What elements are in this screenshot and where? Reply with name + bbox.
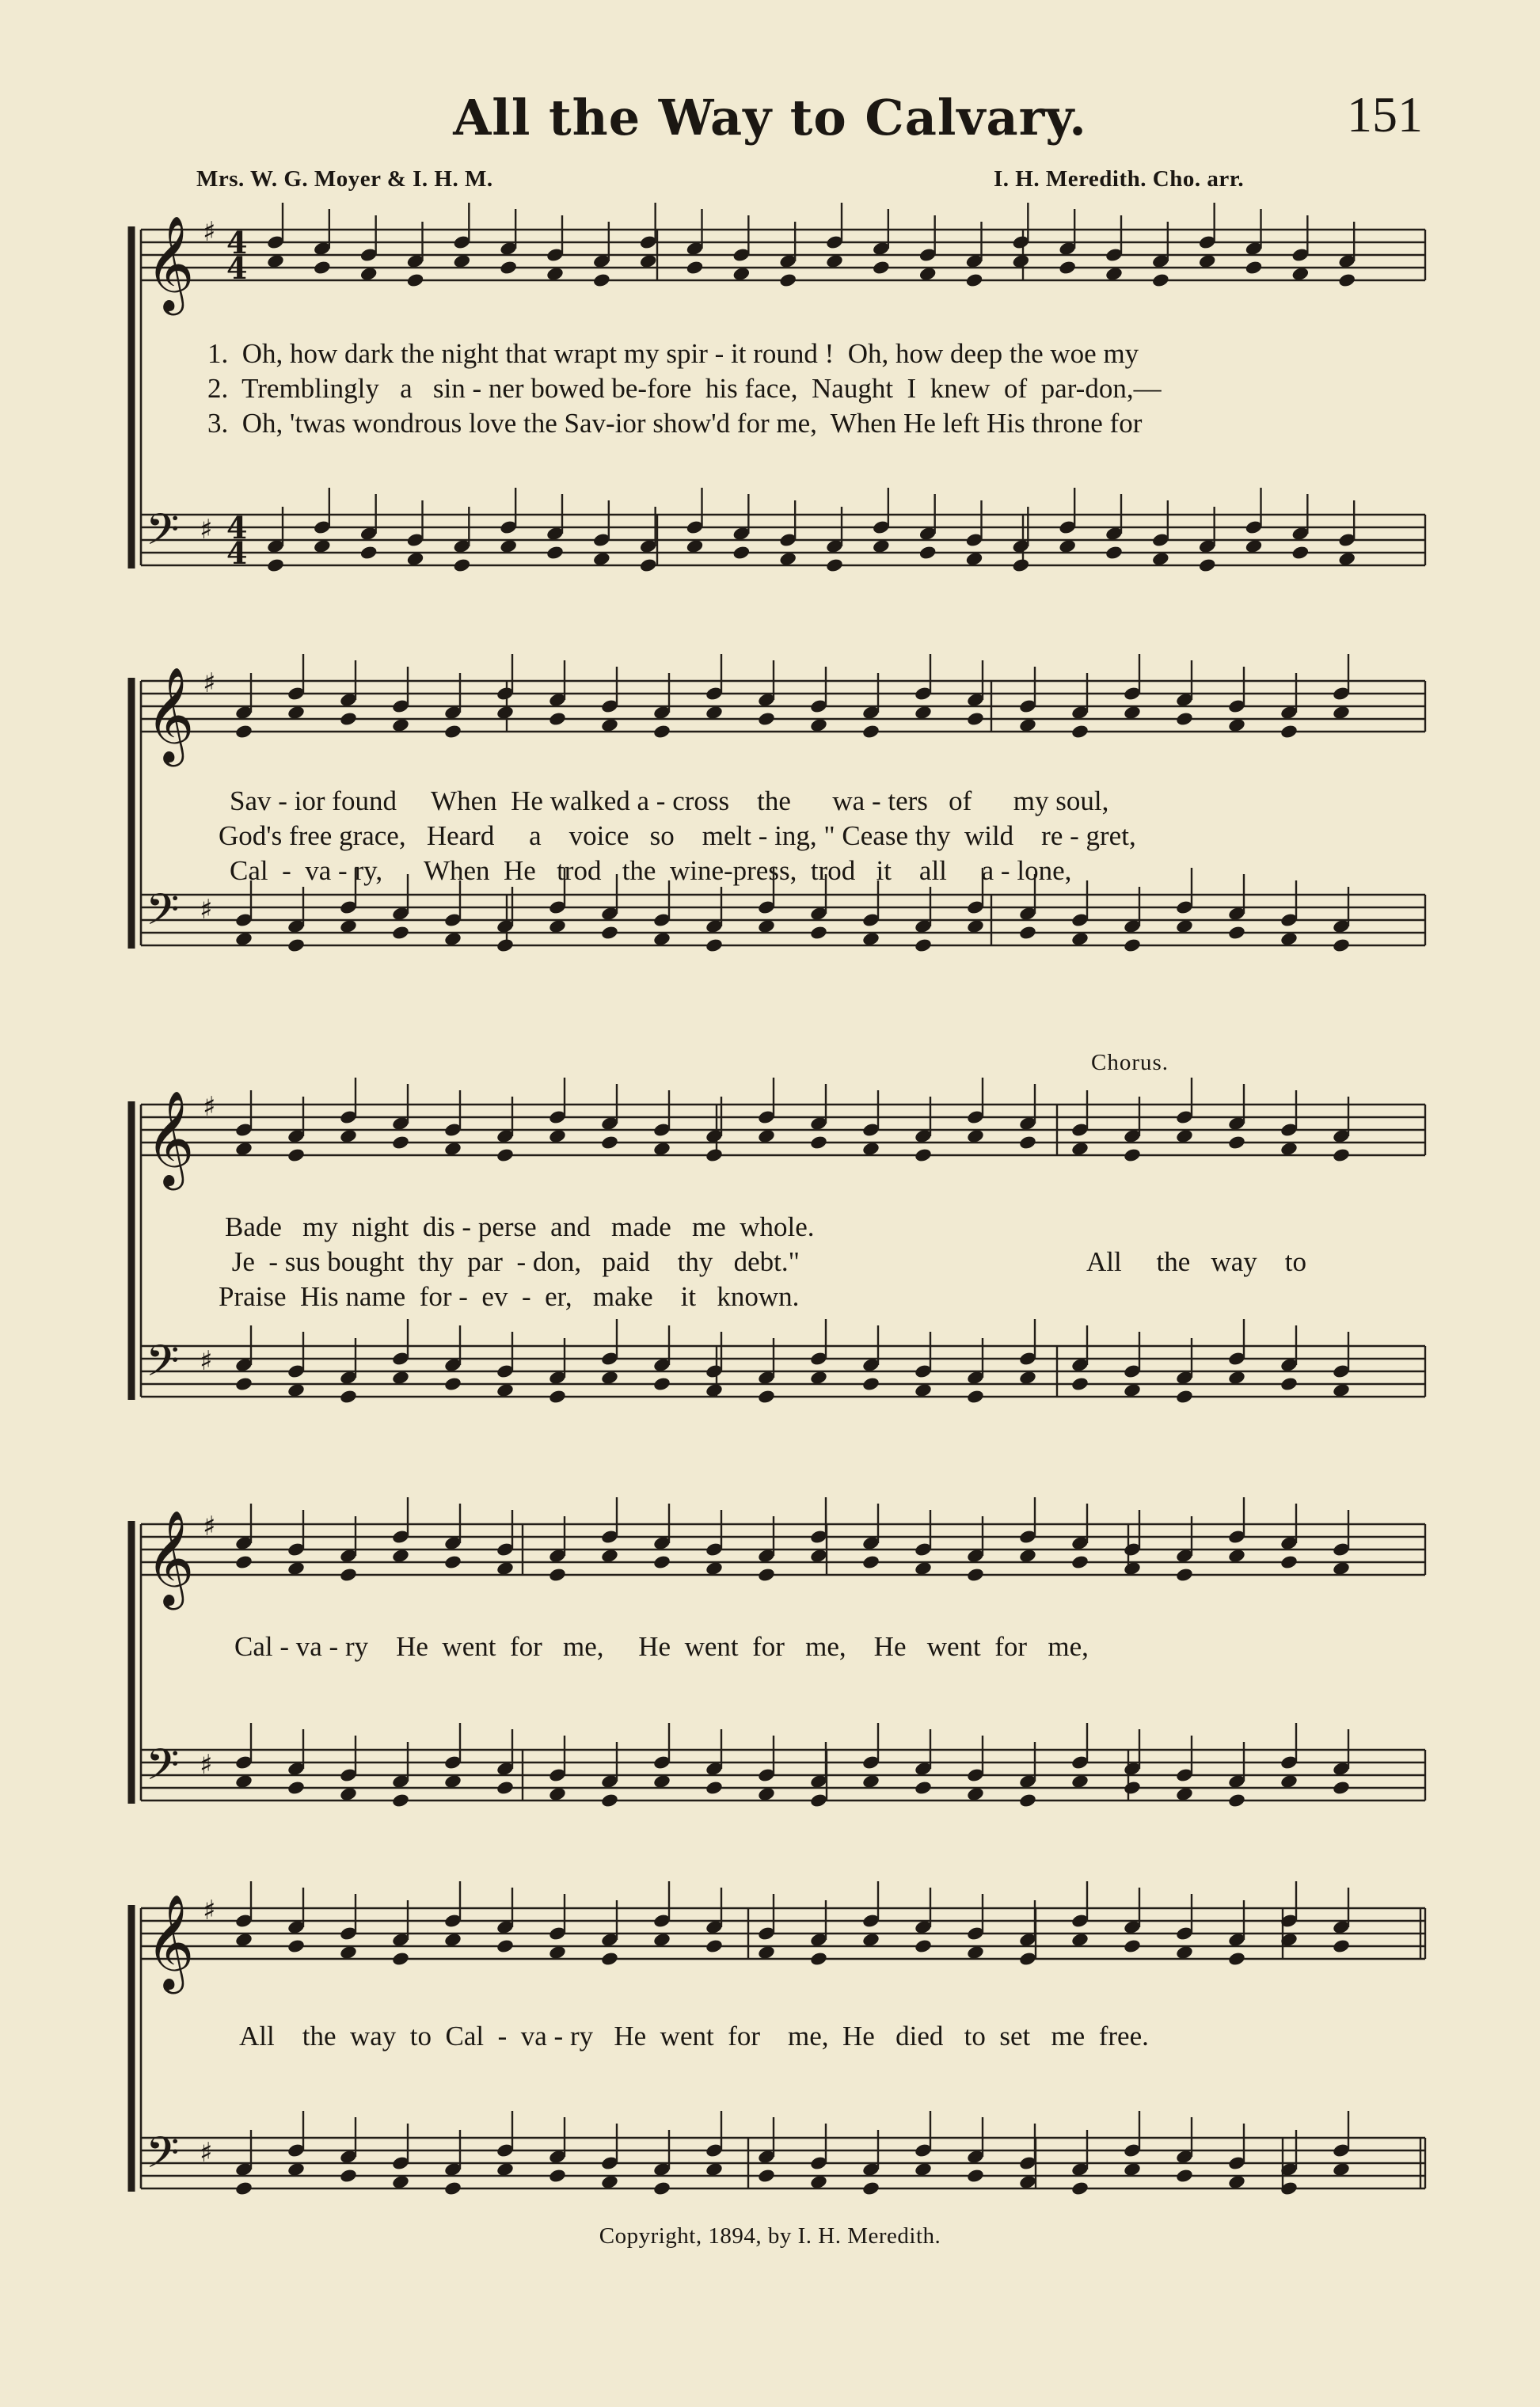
note-head — [548, 1389, 567, 1405]
bass-staff — [141, 2111, 1425, 2196]
lyrics-s3-chorus: All the way to — [1086, 1246, 1307, 1277]
hymn-title: All the Way to Calvary. — [453, 89, 1087, 146]
note-head — [600, 1793, 619, 1808]
sharp-icon: ♯ — [203, 1091, 216, 1123]
sharp-icon: ♯ — [203, 216, 216, 248]
note-head — [592, 272, 611, 288]
music-credit: I. H. Meredith. Cho. arr. — [994, 166, 1245, 192]
note-head — [809, 925, 828, 941]
note-head — [1280, 724, 1299, 740]
note-head — [1332, 1938, 1351, 1954]
note-head — [234, 2181, 253, 2196]
note-head — [234, 1376, 253, 1392]
sharp-icon: ♯ — [200, 514, 213, 546]
lyrics-s1-verse2: 2. Tremblingly a sin - ner bowed be-fore his face, Naught I knew of par-don,— — [207, 373, 1162, 404]
treble-clef-icon: 𝄞 — [146, 1509, 195, 1606]
treble-staff — [141, 1497, 1425, 1610]
bass-clef-icon: 𝄢 — [146, 884, 180, 945]
note-head — [391, 1135, 410, 1150]
words-credit: Mrs. W. G. Moyer & I. H. M. — [196, 166, 493, 192]
note-head — [1227, 1135, 1246, 1150]
note-head — [600, 925, 619, 941]
note-head — [406, 272, 425, 288]
note-head — [1332, 1780, 1351, 1796]
treble-staff — [141, 654, 1425, 766]
note-head — [861, 2181, 880, 2196]
treble-clef-icon: 𝄞 — [146, 1893, 195, 1990]
lyrics-s3-verse3: Praise His name for - ev - er, make it known. — [219, 1281, 800, 1312]
note-head — [1227, 1951, 1246, 1967]
bass-staff — [141, 488, 1425, 573]
bass-clef-icon: 𝄢 — [146, 2128, 180, 2188]
note-head — [1332, 937, 1351, 953]
note-head — [443, 1554, 462, 1570]
bass-clef-icon: 𝄢 — [146, 1740, 180, 1800]
copyright-notice: Copyright, 1894, by I. H. Meredith. — [599, 2223, 941, 2249]
note-head — [234, 1554, 253, 1570]
note-head — [757, 711, 776, 727]
note-head — [686, 260, 705, 276]
note-head — [443, 724, 462, 740]
time-signature: 4 — [226, 225, 248, 260]
note-head — [499, 260, 518, 276]
treble-staff — [141, 1078, 1425, 1190]
lyrics-s1-verse1: 1. Oh, how dark the night that wrapt my spir - it round ! Oh, how deep the woe my — [207, 338, 1139, 369]
lyrics-s2-verse3: Cal - va - ry, When He trod the wine-press, trod it all a - lone, — [230, 855, 1072, 886]
note-head — [872, 260, 891, 276]
note-head — [1280, 1554, 1299, 1570]
note-head — [266, 557, 285, 573]
note-head — [1175, 1389, 1194, 1405]
note-head — [1337, 272, 1356, 288]
note-head — [652, 2181, 671, 2196]
note-head — [548, 1567, 567, 1583]
treble-clef-icon: 𝄞 — [146, 1089, 195, 1186]
note-head — [778, 272, 797, 288]
note-head — [705, 1780, 724, 1796]
note-head — [1198, 557, 1217, 573]
sharp-icon: ♯ — [200, 2137, 213, 2169]
note-head — [1291, 545, 1310, 561]
note-head — [861, 1376, 880, 1392]
note-head — [809, 1951, 828, 1967]
note-head — [652, 1376, 671, 1392]
note-head — [918, 545, 937, 561]
note-head — [391, 1793, 410, 1808]
note-head — [1070, 1376, 1089, 1392]
note-head — [287, 1938, 306, 1954]
lyrics-s3-verse2: Je - sus bought thy par - don, paid thy debt." — [225, 1246, 800, 1277]
note-head — [914, 1780, 933, 1796]
note-head — [1151, 272, 1170, 288]
note-head — [359, 545, 378, 561]
chorus-label: Chorus. — [1091, 1050, 1169, 1075]
note-head — [1280, 1376, 1299, 1392]
note-head — [1123, 1938, 1142, 1954]
bass-staff — [141, 1723, 1425, 1808]
note-head — [809, 1135, 828, 1150]
note-head — [496, 1780, 515, 1796]
treble-staff — [141, 1881, 1425, 1994]
note-head — [600, 1135, 619, 1150]
note-head — [496, 937, 515, 953]
note-head — [757, 2168, 776, 2184]
note-head — [287, 1780, 306, 1796]
note-head — [966, 711, 985, 727]
note-head — [639, 557, 658, 573]
time-signature: 4 — [226, 510, 248, 546]
note-head — [443, 2181, 462, 2196]
treble-clef-icon: 𝄞 — [146, 215, 195, 311]
note-head — [861, 1554, 880, 1570]
note-head — [391, 1951, 410, 1967]
lyrics-s1-verse3: 3. Oh, 'twas wondrous love the Sav-ior show'd for me, When He left His throne for — [207, 408, 1143, 439]
note-head — [1175, 2168, 1194, 2184]
note-head — [1332, 1147, 1351, 1163]
note-head — [705, 1938, 724, 1954]
note-head — [548, 711, 567, 727]
note-head — [914, 1938, 933, 1954]
sharp-icon: ♯ — [200, 894, 213, 926]
note-head — [1175, 711, 1194, 727]
sharp-icon: ♯ — [203, 667, 216, 699]
note-head — [1012, 557, 1031, 573]
note-head — [1058, 260, 1077, 276]
sharp-icon: ♯ — [203, 1895, 216, 1926]
note-head — [339, 711, 358, 727]
note-head — [453, 557, 472, 573]
note-head — [652, 724, 671, 740]
note-head — [546, 545, 565, 561]
sharp-icon: ♯ — [203, 1511, 216, 1542]
note-head — [496, 1147, 515, 1163]
lyrics-s2-verse2: God's free grace, Heard a voice so melt - ing, " Cease thy wild re - gret, — [219, 820, 1136, 851]
note-head — [1070, 1554, 1089, 1570]
note-head — [1227, 925, 1246, 941]
note-head — [809, 1793, 828, 1808]
note-head — [705, 937, 724, 953]
note-head — [1018, 1135, 1037, 1150]
time-signature: 4 — [226, 535, 248, 571]
lyrics-s3-verse1: Bade my night dis - perse and made me whole. — [225, 1211, 815, 1242]
note-head — [861, 724, 880, 740]
note-head — [287, 1147, 306, 1163]
note-head — [966, 1389, 985, 1405]
note-head — [1175, 1567, 1194, 1583]
page-number: 151 — [1347, 86, 1423, 143]
time-signature: 4 — [226, 250, 248, 286]
note-head — [1227, 1793, 1246, 1808]
note-head — [1123, 1780, 1142, 1796]
lyrics-s4-chorus: Cal - va - ry He went for me, He went for me, He went for me, — [234, 1631, 1089, 1662]
bass-staff — [141, 1319, 1425, 1405]
note-head — [1018, 1951, 1037, 1967]
note-head — [339, 1567, 358, 1583]
lyrics-s2-verse1: Sav - ior found When He walked a - cross the wa - ters of my soul, — [230, 785, 1109, 816]
note-head — [1070, 724, 1089, 740]
note-head — [757, 1567, 776, 1583]
note-head — [1123, 937, 1142, 953]
sharp-icon: ♯ — [200, 1749, 213, 1781]
note-head — [757, 1389, 776, 1405]
note-head — [966, 2168, 985, 2184]
sharp-icon: ♯ — [200, 1345, 213, 1377]
note-head — [966, 1567, 985, 1583]
note-head — [313, 260, 332, 276]
note-head — [732, 545, 751, 561]
note-head — [914, 1147, 933, 1163]
note-head — [339, 2168, 358, 2184]
note-head — [914, 937, 933, 953]
note-head — [705, 1147, 724, 1163]
note-head — [1105, 545, 1124, 561]
bass-clef-icon: 𝄢 — [146, 504, 180, 565]
note-head — [652, 1554, 671, 1570]
note-head — [391, 925, 410, 941]
note-head — [965, 272, 984, 288]
note-head — [1123, 1147, 1142, 1163]
note-head — [600, 1951, 619, 1967]
treble-clef-icon: 𝄞 — [146, 666, 195, 762]
note-head — [234, 724, 253, 740]
note-head — [443, 1376, 462, 1392]
note-head — [1245, 260, 1264, 276]
note-head — [1070, 2181, 1089, 2196]
note-head — [1018, 1793, 1037, 1808]
treble-staff — [141, 203, 1425, 315]
note-head — [287, 937, 306, 953]
note-head — [1018, 925, 1037, 941]
note-head — [339, 1389, 358, 1405]
bass-clef-icon: 𝄢 — [146, 1336, 180, 1397]
lyrics-s5-chorus: All the way to Cal - va - ry He went for me, He died to set me free. — [239, 2021, 1149, 2051]
note-head — [496, 1938, 515, 1954]
note-head — [548, 2168, 567, 2184]
note-head — [825, 557, 844, 573]
